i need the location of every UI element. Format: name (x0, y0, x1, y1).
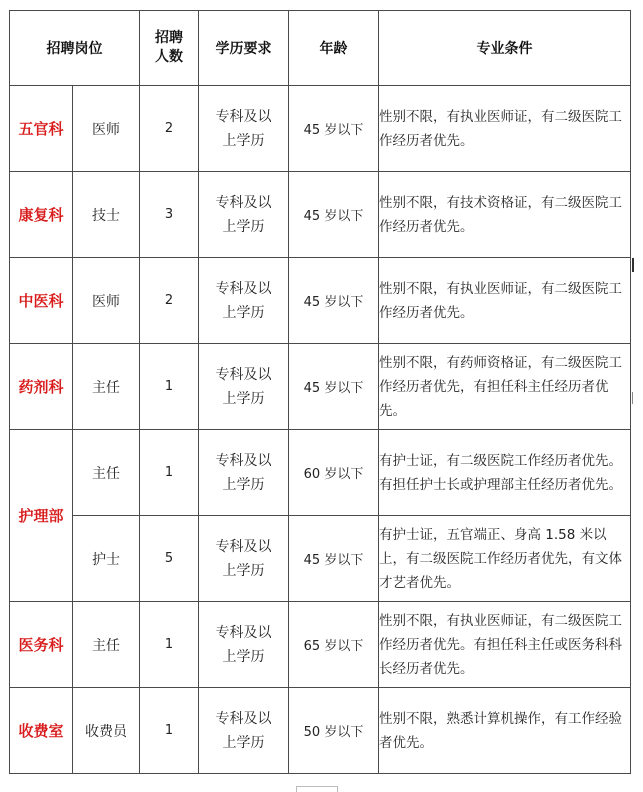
age-cell: 45 岁以下 (289, 258, 379, 344)
age-cell: 60 岁以下 (289, 430, 379, 516)
header-age: 年龄 (289, 11, 379, 86)
education-cell (199, 344, 289, 430)
count-cell: 1 (140, 430, 199, 516)
age-cell: 45 岁以下 (289, 172, 379, 258)
department-cell: 收费室 (10, 688, 73, 774)
education-line2: 上学历 (222, 218, 265, 235)
count-cell: 2 (140, 258, 199, 344)
sheet-tab-stub (296, 786, 338, 792)
position-cell: 主任 (73, 602, 140, 688)
header-education: 学历要求 (199, 11, 289, 86)
recruitment-table (9, 10, 631, 774)
count-cell: 1 (140, 688, 199, 774)
education-cell (199, 688, 289, 774)
header-count-line1: 招聘 (155, 30, 183, 46)
education-line1: 专科及以 (215, 366, 272, 383)
table-header-row (10, 11, 631, 86)
education-line2: 上学历 (222, 562, 265, 579)
education-cell (199, 86, 289, 172)
conditions-cell: 性别不限，有执业医师证，有二级医院工作经历者优先。 (379, 258, 631, 344)
table-row (10, 602, 631, 688)
table-row (10, 86, 631, 172)
department-cell: 护理部 (10, 430, 73, 602)
education-line1: 专科及以 (215, 538, 272, 555)
department-cell: 五官科 (10, 86, 73, 172)
age-cell: 65 岁以下 (289, 602, 379, 688)
age-cell: 50 岁以下 (289, 688, 379, 774)
table-row (10, 688, 631, 774)
count-cell: 5 (140, 516, 199, 602)
education-line1: 专科及以 (215, 452, 272, 469)
education-cell (199, 602, 289, 688)
table-row (10, 516, 631, 602)
header-count (140, 11, 199, 86)
education-cell (199, 172, 289, 258)
position-cell: 护士 (73, 516, 140, 602)
department-cell: 康复科 (10, 172, 73, 258)
table-row (10, 172, 631, 258)
count-cell: 2 (140, 86, 199, 172)
education-line2: 上学历 (222, 132, 265, 149)
department-cell: 医务科 (10, 602, 73, 688)
conditions-cell: 性别不限，有执业医师证，有二级医院工作经历者优先。 (379, 86, 631, 172)
education-line2: 上学历 (222, 648, 265, 665)
count-cell: 1 (140, 344, 199, 430)
education-cell (199, 516, 289, 602)
age-cell: 45 岁以下 (289, 516, 379, 602)
department-cell: 药剂科 (10, 344, 73, 430)
count-cell: 1 (140, 602, 199, 688)
department-cell: 中医科 (10, 258, 73, 344)
header-conditions: 专业条件 (379, 11, 631, 86)
header-count-line2: 人数 (155, 49, 183, 65)
position-cell: 医师 (73, 86, 140, 172)
scroll-marker (632, 258, 634, 272)
education-line2: 上学历 (222, 304, 265, 321)
education-line2: 上学历 (222, 476, 265, 493)
table-row (10, 430, 631, 516)
table-row (10, 344, 631, 430)
age-cell: 45 岁以下 (289, 344, 379, 430)
header-position: 招聘岗位 (10, 11, 140, 86)
conditions-cell: 性别不限，有技术资格证，有二级医院工作经历者优先。 (379, 172, 631, 258)
scroll-marker (632, 392, 633, 404)
conditions-cell: 有护士证，有二级医院工作经历者优先。有担任护士长或护理部主任经历者优先。 (379, 430, 631, 516)
education-line1: 专科及以 (215, 194, 272, 211)
age-cell: 45 岁以下 (289, 86, 379, 172)
position-cell: 主任 (73, 344, 140, 430)
education-line2: 上学历 (222, 390, 265, 407)
table-row (10, 258, 631, 344)
conditions-cell: 性别不限，有执业医师证，有二级医院工作经历者优先。有担任科主任或医务科科长经历者优先。 (379, 602, 631, 688)
position-cell: 主任 (73, 430, 140, 516)
education-cell (199, 258, 289, 344)
conditions-cell: 性别不限，熟悉计算机操作，有工作经验者优先。 (379, 688, 631, 774)
conditions-cell: 性别不限，有药师资格证，有二级医院工作经历者优先，有担任科主任经历者优先。 (379, 344, 631, 430)
education-line1: 专科及以 (215, 710, 272, 727)
education-line1: 专科及以 (215, 280, 272, 297)
position-cell: 医师 (73, 258, 140, 344)
count-cell: 3 (140, 172, 199, 258)
conditions-cell: 有护士证，五官端正、身高 1.58 米以上，有二级医院工作经历者优先，有文体才艺者优先。 (379, 516, 631, 602)
education-line1: 专科及以 (215, 624, 272, 641)
position-cell: 收费员 (73, 688, 140, 774)
position-cell: 技士 (73, 172, 140, 258)
education-cell (199, 430, 289, 516)
education-line1: 专科及以 (215, 108, 272, 125)
education-line2: 上学历 (222, 734, 265, 751)
